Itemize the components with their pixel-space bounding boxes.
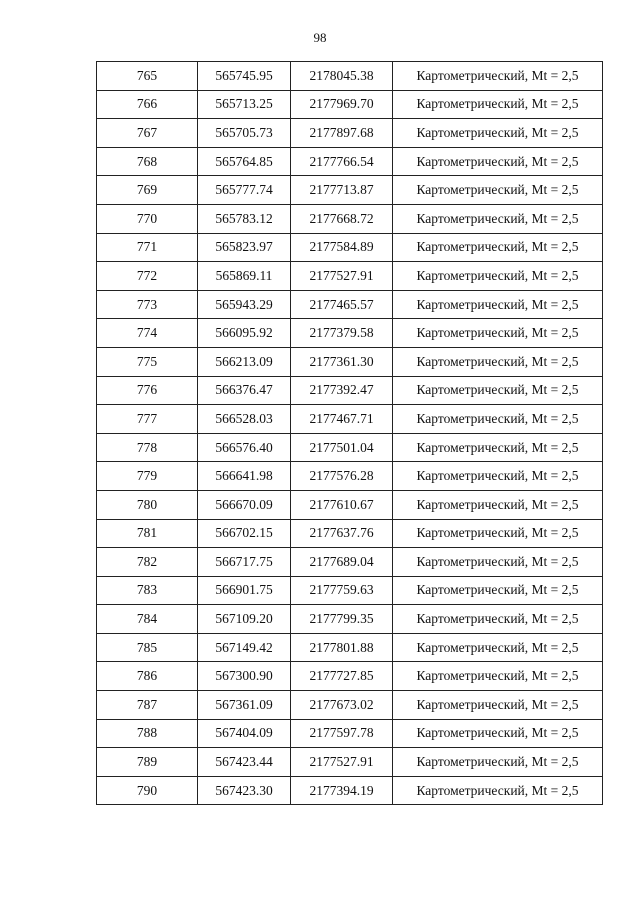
point-number-cell: 769	[97, 176, 198, 205]
table-row	[97, 405, 603, 434]
table-row	[97, 319, 603, 348]
x-coordinate-cell: 565745.95	[198, 62, 291, 91]
point-number-cell: 779	[97, 462, 198, 491]
y-coordinate-cell: 2177527.91	[291, 262, 393, 291]
y-coordinate-cell: 2177727.85	[291, 662, 393, 691]
x-coordinate-cell: 566641.98	[198, 462, 291, 491]
coordinates-table	[96, 61, 603, 805]
method-cell: Картометрический, Mt = 2,5	[393, 376, 603, 405]
x-coordinate-cell: 567361.09	[198, 691, 291, 720]
table-row	[97, 90, 603, 119]
method-cell: Картометрический, Mt = 2,5	[393, 405, 603, 434]
y-coordinate-cell: 2177392.47	[291, 376, 393, 405]
method-cell: Картометрический, Mt = 2,5	[393, 119, 603, 148]
table-row	[97, 719, 603, 748]
table-row	[97, 176, 603, 205]
table-row	[97, 776, 603, 805]
point-number-cell: 767	[97, 119, 198, 148]
table-row	[97, 262, 603, 291]
y-coordinate-cell: 2177801.88	[291, 633, 393, 662]
y-coordinate-cell: 2177361.30	[291, 347, 393, 376]
y-coordinate-cell: 2177799.35	[291, 605, 393, 634]
method-cell: Картометрический, Mt = 2,5	[393, 490, 603, 519]
point-number-cell: 782	[97, 548, 198, 577]
method-cell: Картометрический, Mt = 2,5	[393, 662, 603, 691]
y-coordinate-cell: 2177584.89	[291, 233, 393, 262]
x-coordinate-cell: 565713.25	[198, 90, 291, 119]
method-cell: Картометрический, Mt = 2,5	[393, 319, 603, 348]
method-cell: Картометрический, Mt = 2,5	[393, 90, 603, 119]
point-number-cell: 774	[97, 319, 198, 348]
table-row	[97, 62, 603, 91]
table-row	[97, 605, 603, 634]
table-row	[97, 519, 603, 548]
x-coordinate-cell: 565783.12	[198, 204, 291, 233]
y-coordinate-cell: 2177668.72	[291, 204, 393, 233]
point-number-cell: 780	[97, 490, 198, 519]
point-number-cell: 770	[97, 204, 198, 233]
point-number-cell: 771	[97, 233, 198, 262]
table-row	[97, 633, 603, 662]
y-coordinate-cell: 2177467.71	[291, 405, 393, 434]
method-cell: Картометрический, Mt = 2,5	[393, 691, 603, 720]
page-number: 98	[313, 30, 327, 45]
y-coordinate-cell: 2177394.19	[291, 776, 393, 805]
y-coordinate-cell: 2177673.02	[291, 691, 393, 720]
x-coordinate-cell: 566576.40	[198, 433, 291, 462]
y-coordinate-cell: 2177759.63	[291, 576, 393, 605]
table-row	[97, 462, 603, 491]
method-cell: Картометрический, Mt = 2,5	[393, 519, 603, 548]
table-row	[97, 662, 603, 691]
y-coordinate-cell: 2177766.54	[291, 147, 393, 176]
table-row	[97, 204, 603, 233]
x-coordinate-cell: 566095.92	[198, 319, 291, 348]
x-coordinate-cell: 567423.44	[198, 748, 291, 777]
y-coordinate-cell: 2177897.68	[291, 119, 393, 148]
x-coordinate-cell: 565869.11	[198, 262, 291, 291]
method-cell: Картометрический, Mt = 2,5	[393, 233, 603, 262]
table-row	[97, 490, 603, 519]
point-number-cell: 768	[97, 147, 198, 176]
x-coordinate-cell: 566213.09	[198, 347, 291, 376]
point-number-cell: 777	[97, 405, 198, 434]
point-number-cell: 781	[97, 519, 198, 548]
point-number-cell: 788	[97, 719, 198, 748]
method-cell: Картометрический, Mt = 2,5	[393, 347, 603, 376]
y-coordinate-cell: 2177597.78	[291, 719, 393, 748]
x-coordinate-cell: 565943.29	[198, 290, 291, 319]
table-row	[97, 119, 603, 148]
method-cell: Картометрический, Mt = 2,5	[393, 290, 603, 319]
y-coordinate-cell: 2178045.38	[291, 62, 393, 91]
point-number-cell: 785	[97, 633, 198, 662]
point-number-cell: 765	[97, 62, 198, 91]
y-coordinate-cell: 2177379.58	[291, 319, 393, 348]
method-cell: Картометрический, Mt = 2,5	[393, 62, 603, 91]
point-number-cell: 787	[97, 691, 198, 720]
point-number-cell: 783	[97, 576, 198, 605]
method-cell: Картометрический, Mt = 2,5	[393, 776, 603, 805]
method-cell: Картометрический, Mt = 2,5	[393, 147, 603, 176]
method-cell: Картометрический, Mt = 2,5	[393, 548, 603, 577]
y-coordinate-cell: 2177527.91	[291, 748, 393, 777]
x-coordinate-cell: 566376.47	[198, 376, 291, 405]
point-number-cell: 776	[97, 376, 198, 405]
method-cell: Картометрический, Mt = 2,5	[393, 176, 603, 205]
table-row	[97, 548, 603, 577]
table-row	[97, 748, 603, 777]
y-coordinate-cell: 2177610.67	[291, 490, 393, 519]
point-number-cell: 775	[97, 347, 198, 376]
coordinates-table-body	[97, 62, 603, 805]
table-row	[97, 347, 603, 376]
table-row	[97, 433, 603, 462]
y-coordinate-cell: 2177689.04	[291, 548, 393, 577]
point-number-cell: 772	[97, 262, 198, 291]
y-coordinate-cell: 2177713.87	[291, 176, 393, 205]
point-number-cell: 790	[97, 776, 198, 805]
point-number-cell: 789	[97, 748, 198, 777]
x-coordinate-cell: 566702.15	[198, 519, 291, 548]
method-cell: Картометрический, Mt = 2,5	[393, 433, 603, 462]
y-coordinate-cell: 2177637.76	[291, 519, 393, 548]
method-cell: Картометрический, Mt = 2,5	[393, 633, 603, 662]
method-cell: Картометрический, Mt = 2,5	[393, 576, 603, 605]
x-coordinate-cell: 565705.73	[198, 119, 291, 148]
x-coordinate-cell: 567404.09	[198, 719, 291, 748]
table-row	[97, 290, 603, 319]
y-coordinate-cell: 2177465.57	[291, 290, 393, 319]
point-number-cell: 786	[97, 662, 198, 691]
x-coordinate-cell: 567423.30	[198, 776, 291, 805]
point-number-cell: 778	[97, 433, 198, 462]
method-cell: Картометрический, Mt = 2,5	[393, 605, 603, 634]
x-coordinate-cell: 566901.75	[198, 576, 291, 605]
x-coordinate-cell: 567109.20	[198, 605, 291, 634]
point-number-cell: 773	[97, 290, 198, 319]
point-number-cell: 784	[97, 605, 198, 634]
table-row	[97, 233, 603, 262]
x-coordinate-cell: 565777.74	[198, 176, 291, 205]
method-cell: Картометрический, Mt = 2,5	[393, 462, 603, 491]
table-row	[97, 576, 603, 605]
table-row	[97, 376, 603, 405]
y-coordinate-cell: 2177576.28	[291, 462, 393, 491]
x-coordinate-cell: 565823.97	[198, 233, 291, 262]
x-coordinate-cell: 566717.75	[198, 548, 291, 577]
x-coordinate-cell: 566670.09	[198, 490, 291, 519]
method-cell: Картометрический, Mt = 2,5	[393, 719, 603, 748]
method-cell: Картометрический, Mt = 2,5	[393, 262, 603, 291]
x-coordinate-cell: 565764.85	[198, 147, 291, 176]
y-coordinate-cell: 2177969.70	[291, 90, 393, 119]
method-cell: Картометрический, Mt = 2,5	[393, 204, 603, 233]
point-number-cell: 766	[97, 90, 198, 119]
x-coordinate-cell: 567149.42	[198, 633, 291, 662]
method-cell: Картометрический, Mt = 2,5	[393, 748, 603, 777]
table-row	[97, 691, 603, 720]
table-row	[97, 147, 603, 176]
x-coordinate-cell: 567300.90	[198, 662, 291, 691]
y-coordinate-cell: 2177501.04	[291, 433, 393, 462]
x-coordinate-cell: 566528.03	[198, 405, 291, 434]
